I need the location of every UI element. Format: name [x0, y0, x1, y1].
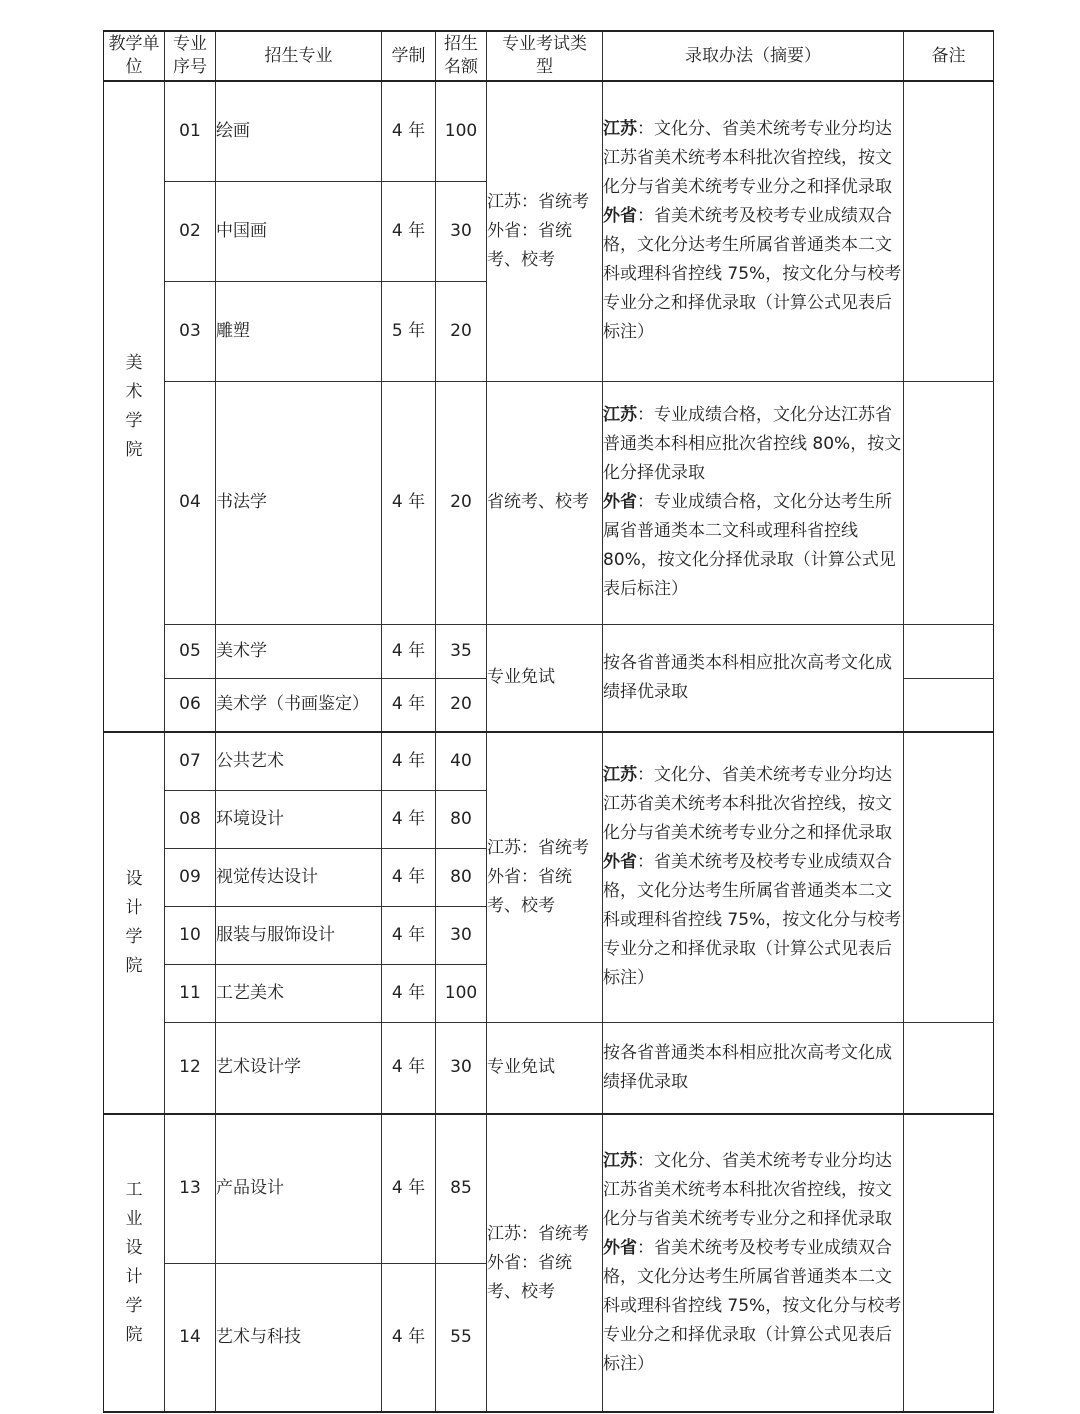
table-row	[104, 732, 994, 790]
years-cell: 4 年	[382, 678, 436, 732]
header-row	[104, 31, 994, 81]
major-cell: 产品设计	[216, 1114, 382, 1263]
seq-cell: 02	[165, 181, 216, 281]
method-text: ：省美术统考及校考专业成绩双合格，文化分达考生所属省普通类本二文科或理科省控线 75%，按文化分与校考专业分之和择优录取（计算公式见表后标注）	[603, 206, 902, 343]
seq-cell: 09	[165, 848, 216, 906]
seq-cell: 01	[165, 81, 216, 181]
years-cell: 4 年	[382, 1263, 436, 1412]
note-cell	[904, 624, 994, 678]
method-label: 江苏	[603, 765, 637, 786]
seq-cell: 14	[165, 1263, 216, 1412]
note-cell	[904, 381, 994, 624]
quota-cell: 35	[436, 624, 487, 678]
note-cell	[904, 1022, 994, 1114]
years-cell: 4 年	[382, 81, 436, 181]
header-method: 录取办法（摘要）	[603, 31, 904, 81]
method-label: 江苏	[603, 119, 637, 140]
major-cell: 艺术与科技	[216, 1263, 382, 1412]
method-text: ：省美术统考及校考专业成绩双合格，文化分达考生所属省普通类本二文科或理科省控线 75%，按文化分与校考专业分之和择优录取（计算公式见表后标注）	[603, 1238, 902, 1374]
quota-cell: 85	[436, 1114, 487, 1263]
years-cell: 4 年	[382, 1114, 436, 1263]
years-cell: 4 年	[382, 1022, 436, 1114]
major-cell: 美术学（书画鉴定）	[216, 678, 382, 732]
note-cell	[904, 1114, 994, 1412]
seq-cell: 11	[165, 964, 216, 1022]
method-label: 江苏	[603, 405, 637, 425]
quota-cell: 20	[436, 281, 487, 381]
unit-cell: 设计学院	[104, 732, 165, 1114]
table-row	[104, 81, 994, 181]
quota-cell: 30	[436, 906, 487, 964]
header-seq: 专业序号	[165, 31, 216, 81]
major-cell: 绘画	[216, 81, 382, 181]
quota-cell: 40	[436, 732, 487, 790]
quota-cell: 30	[436, 181, 487, 281]
seq-cell: 08	[165, 790, 216, 848]
method-cell	[603, 732, 904, 1022]
seq-cell: 05	[165, 624, 216, 678]
method-cell: 按各省普通类本科相应批次高考文化成绩择优录取	[603, 1022, 904, 1114]
seq-cell: 03	[165, 281, 216, 381]
years-cell: 4 年	[382, 790, 436, 848]
exam-type-cell: 江苏：省统考 外省：省统考、校考	[487, 732, 603, 1022]
method-text: ：专业成绩合格，文化分达江苏省普通类本科相应批次省控线 80%，按文化分择优录取	[603, 405, 902, 483]
years-cell: 4 年	[382, 964, 436, 1022]
seq-cell: 04	[165, 381, 216, 624]
table-row	[104, 1022, 994, 1114]
years-cell: 4 年	[382, 848, 436, 906]
seq-cell: 12	[165, 1022, 216, 1114]
major-cell: 美术学	[216, 624, 382, 678]
years-cell: 4 年	[382, 181, 436, 281]
seq-cell: 10	[165, 906, 216, 964]
method-text: ：文化分、省美术统考专业分均达江苏省美术统考本科批次省控线，按文化分与省美术统考专业分之和择优录取	[603, 119, 892, 198]
method-text: ：文化分、省美术统考专业分均达江苏省美术统考本科批次省控线，按文化分与省美术统考专业分之和择优录取	[603, 1151, 892, 1229]
unit-cell: 工业设计学院	[104, 1114, 165, 1412]
method-text: ：专业成绩合格，文化分达考生所属省普通类本二文科或理科省控线 80%，按文化分择优录取（计算公式见表后标注）	[603, 492, 896, 599]
exam-type-cell: 江苏：省统考 外省：省统考、校考	[487, 1114, 603, 1412]
quota-cell: 80	[436, 848, 487, 906]
exam-type-cell: 专业免试	[487, 624, 603, 732]
years-cell: 4 年	[382, 624, 436, 678]
major-cell: 艺术设计学	[216, 1022, 382, 1114]
quota-cell: 30	[436, 1022, 487, 1114]
method-label: 外省	[603, 852, 637, 873]
header-note: 备注	[904, 31, 994, 81]
header-major: 招生专业	[216, 31, 382, 81]
major-cell: 视觉传达设计	[216, 848, 382, 906]
major-cell: 中国画	[216, 181, 382, 281]
table-row	[104, 624, 994, 678]
quota-cell: 80	[436, 790, 487, 848]
method-cell	[603, 381, 904, 624]
years-cell: 5 年	[382, 281, 436, 381]
quota-cell: 20	[436, 381, 487, 624]
note-cell	[904, 732, 994, 1022]
exam-type-cell: 省统考、校考	[487, 381, 603, 624]
method-text: ：省美术统考及校考专业成绩双合格，文化分达考生所属省普通类本二文科或理科省控线 75%，按文化分与校考专业分之和择优录取（计算公式见表后标注）	[603, 852, 902, 989]
major-cell: 环境设计	[216, 790, 382, 848]
quota-cell: 100	[436, 964, 487, 1022]
major-cell: 书法学	[216, 381, 382, 624]
quota-cell: 100	[436, 81, 487, 181]
header-unit: 教学单位	[104, 31, 165, 81]
exam-type-cell: 江苏：省统考 外省：省统考、校考	[487, 81, 603, 381]
exam-type-cell: 专业免试	[487, 1022, 603, 1114]
quota-cell: 55	[436, 1263, 487, 1412]
note-cell	[904, 678, 994, 732]
major-cell: 公共艺术	[216, 732, 382, 790]
header-quota: 招生名额	[436, 31, 487, 81]
years-cell: 4 年	[382, 906, 436, 964]
note-cell	[904, 81, 994, 381]
method-text: ：文化分、省美术统考专业分均达江苏省美术统考本科批次省控线，按文化分与省美术统考专业分之和择优录取	[603, 765, 892, 844]
method-label: 江苏	[603, 1151, 637, 1171]
unit-cell: 美术学院	[104, 81, 165, 732]
major-cell: 雕塑	[216, 281, 382, 381]
header-exam-type: 专业考试类型	[487, 31, 603, 81]
method-label: 外省	[603, 1238, 637, 1258]
method-label: 外省	[603, 492, 637, 512]
major-cell: 服装与服饰设计	[216, 906, 382, 964]
method-label: 外省	[603, 206, 637, 227]
method-cell	[603, 1114, 904, 1412]
admission-table	[103, 30, 994, 1413]
table-row	[104, 381, 994, 624]
method-cell	[603, 81, 904, 381]
seq-cell: 13	[165, 1114, 216, 1263]
method-cell: 按各省普通类本科相应批次高考文化成绩择优录取	[603, 624, 904, 732]
years-cell: 4 年	[382, 381, 436, 624]
quota-cell: 20	[436, 678, 487, 732]
seq-cell: 06	[165, 678, 216, 732]
table-row	[104, 1114, 994, 1263]
seq-cell: 07	[165, 732, 216, 790]
major-cell: 工艺美术	[216, 964, 382, 1022]
header-years: 学制	[382, 31, 436, 81]
years-cell: 4 年	[382, 732, 436, 790]
